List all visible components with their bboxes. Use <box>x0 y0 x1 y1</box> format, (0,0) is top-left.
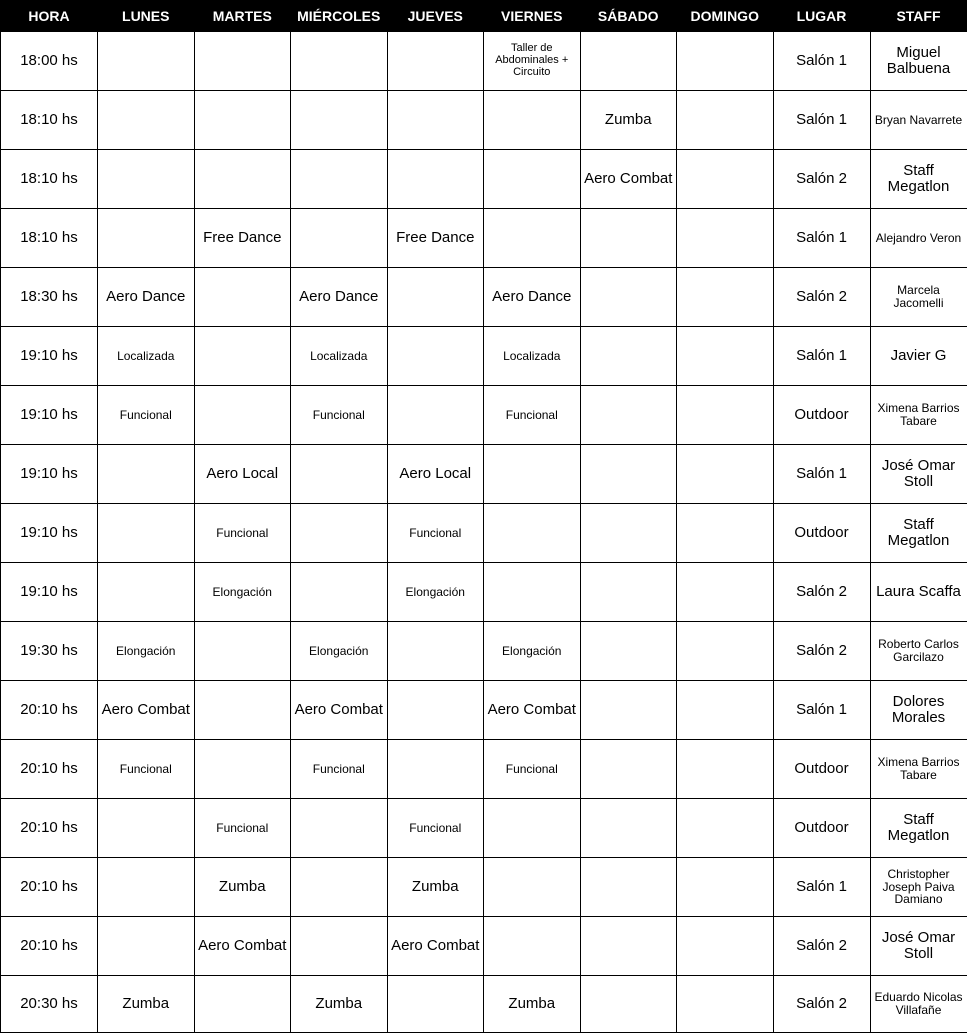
cell-hora: 20:10 hs <box>1 740 98 799</box>
cell-domingo <box>677 799 774 858</box>
table-row <box>1 563 967 622</box>
cell-miercoles <box>291 504 388 563</box>
cell-staff: José Omar Stoll <box>870 917 967 976</box>
cell-viernes: Taller de Abdominales + Circuito <box>484 32 581 91</box>
cell-lunes <box>98 563 195 622</box>
cell-hora: 19:10 hs <box>1 445 98 504</box>
cell-miercoles: Localizada <box>291 327 388 386</box>
cell-domingo <box>677 268 774 327</box>
cell-jueves: Funcional <box>387 504 484 563</box>
cell-domingo <box>677 445 774 504</box>
header-lunes: LUNES <box>98 1 195 32</box>
cell-lugar: Salón 1 <box>773 32 870 91</box>
cell-viernes <box>484 799 581 858</box>
cell-miercoles <box>291 209 388 268</box>
table-row <box>1 740 967 799</box>
cell-sabado <box>580 386 677 445</box>
cell-lunes <box>98 858 195 917</box>
header-lugar: LUGAR <box>773 1 870 32</box>
cell-jueves <box>387 740 484 799</box>
cell-staff: Alejandro Veron <box>870 209 967 268</box>
table-row <box>1 858 967 917</box>
cell-staff: José Omar Stoll <box>870 445 967 504</box>
cell-domingo <box>677 976 774 1033</box>
cell-miercoles <box>291 917 388 976</box>
cell-jueves <box>387 622 484 681</box>
cell-sabado <box>580 740 677 799</box>
cell-hora: 18:10 hs <box>1 209 98 268</box>
cell-miercoles <box>291 858 388 917</box>
cell-lunes: Zumba <box>98 976 195 1033</box>
cell-miercoles: Funcional <box>291 740 388 799</box>
cell-lugar: Salón 1 <box>773 858 870 917</box>
cell-martes: Zumba <box>194 858 291 917</box>
cell-jueves <box>387 32 484 91</box>
cell-hora: 20:10 hs <box>1 799 98 858</box>
cell-lugar: Salón 2 <box>773 622 870 681</box>
cell-staff: Marcela Jacomelli <box>870 268 967 327</box>
cell-staff: Eduardo Nicolas Villafañe <box>870 976 967 1033</box>
header-staff: STAFF <box>870 1 967 32</box>
cell-domingo <box>677 504 774 563</box>
cell-lunes: Aero Combat <box>98 681 195 740</box>
cell-sabado <box>580 799 677 858</box>
cell-lunes: Elongación <box>98 622 195 681</box>
table-row <box>1 209 967 268</box>
cell-jueves: Free Dance <box>387 209 484 268</box>
cell-sabado: Aero Combat <box>580 150 677 209</box>
table-row <box>1 268 967 327</box>
cell-domingo <box>677 681 774 740</box>
cell-martes <box>194 386 291 445</box>
cell-domingo <box>677 563 774 622</box>
cell-jueves <box>387 150 484 209</box>
cell-staff: Christopher Joseph Paiva Damiano <box>870 858 967 917</box>
cell-jueves <box>387 386 484 445</box>
cell-staff: Staff Megatlon <box>870 504 967 563</box>
cell-martes: Elongación <box>194 563 291 622</box>
cell-viernes: Aero Combat <box>484 681 581 740</box>
table-row <box>1 799 967 858</box>
cell-sabado <box>580 445 677 504</box>
cell-hora: 19:10 hs <box>1 386 98 445</box>
cell-sabado <box>580 268 677 327</box>
cell-jueves <box>387 976 484 1033</box>
cell-viernes <box>484 858 581 917</box>
cell-sabado: Zumba <box>580 91 677 150</box>
cell-martes: Aero Combat <box>194 917 291 976</box>
cell-domingo <box>677 622 774 681</box>
cell-jueves: Funcional <box>387 799 484 858</box>
cell-lugar: Salón 1 <box>773 445 870 504</box>
cell-miercoles: Aero Combat <box>291 681 388 740</box>
cell-lunes <box>98 91 195 150</box>
table-row <box>1 150 967 209</box>
cell-viernes <box>484 150 581 209</box>
cell-domingo <box>677 386 774 445</box>
cell-lunes <box>98 504 195 563</box>
cell-staff: Ximena Barrios Tabare <box>870 740 967 799</box>
cell-viernes <box>484 504 581 563</box>
cell-lunes: Funcional <box>98 386 195 445</box>
cell-martes: Free Dance <box>194 209 291 268</box>
cell-hora: 18:10 hs <box>1 91 98 150</box>
cell-lunes <box>98 799 195 858</box>
cell-lugar: Salón 2 <box>773 563 870 622</box>
cell-viernes <box>484 917 581 976</box>
header-sabado: SÁBADO <box>580 1 677 32</box>
cell-staff: Bryan Navarrete <box>870 91 967 150</box>
cell-domingo <box>677 858 774 917</box>
cell-miercoles <box>291 445 388 504</box>
cell-lugar: Outdoor <box>773 740 870 799</box>
cell-lugar: Salón 2 <box>773 150 870 209</box>
cell-lunes <box>98 209 195 268</box>
header-viernes: VIERNES <box>484 1 581 32</box>
cell-martes <box>194 150 291 209</box>
cell-domingo <box>677 91 774 150</box>
table-row <box>1 504 967 563</box>
cell-lugar: Salón 2 <box>773 976 870 1033</box>
cell-jueves: Aero Local <box>387 445 484 504</box>
header-jueves: JUEVES <box>387 1 484 32</box>
cell-sabado <box>580 504 677 563</box>
cell-sabado <box>580 209 677 268</box>
cell-sabado <box>580 858 677 917</box>
table-row <box>1 91 967 150</box>
cell-sabado <box>580 681 677 740</box>
cell-martes <box>194 976 291 1033</box>
cell-miercoles: Funcional <box>291 386 388 445</box>
cell-lugar: Outdoor <box>773 386 870 445</box>
cell-sabado <box>580 32 677 91</box>
cell-staff: Dolores Morales <box>870 681 967 740</box>
cell-martes <box>194 622 291 681</box>
cell-miercoles <box>291 563 388 622</box>
cell-lugar: Outdoor <box>773 799 870 858</box>
cell-jueves <box>387 327 484 386</box>
cell-martes: Aero Local <box>194 445 291 504</box>
table-row <box>1 976 967 1033</box>
cell-miercoles: Elongación <box>291 622 388 681</box>
cell-martes <box>194 268 291 327</box>
table-body <box>1 32 967 1033</box>
cell-lunes: Funcional <box>98 740 195 799</box>
cell-hora: 20:30 hs <box>1 976 98 1033</box>
cell-staff: Roberto Carlos Garcilazo <box>870 622 967 681</box>
cell-martes <box>194 91 291 150</box>
cell-viernes <box>484 209 581 268</box>
cell-martes <box>194 681 291 740</box>
cell-lunes <box>98 917 195 976</box>
cell-staff: Staff Megatlon <box>870 150 967 209</box>
cell-staff: Laura Scaffa <box>870 563 967 622</box>
cell-lugar: Salón 1 <box>773 91 870 150</box>
cell-hora: 19:10 hs <box>1 563 98 622</box>
cell-staff: Ximena Barrios Tabare <box>870 386 967 445</box>
cell-viernes: Funcional <box>484 740 581 799</box>
cell-miercoles: Zumba <box>291 976 388 1033</box>
cell-domingo <box>677 209 774 268</box>
cell-lunes: Aero Dance <box>98 268 195 327</box>
cell-viernes: Aero Dance <box>484 268 581 327</box>
cell-jueves: Elongación <box>387 563 484 622</box>
cell-jueves <box>387 268 484 327</box>
cell-lugar: Salón 2 <box>773 268 870 327</box>
cell-hora: 20:10 hs <box>1 858 98 917</box>
cell-hora: 18:30 hs <box>1 268 98 327</box>
cell-hora: 19:10 hs <box>1 504 98 563</box>
cell-jueves: Aero Combat <box>387 917 484 976</box>
cell-staff: Javier G <box>870 327 967 386</box>
cell-miercoles <box>291 91 388 150</box>
table-row <box>1 622 967 681</box>
table-row <box>1 917 967 976</box>
cell-domingo <box>677 740 774 799</box>
cell-miercoles <box>291 799 388 858</box>
cell-miercoles <box>291 150 388 209</box>
cell-sabado <box>580 622 677 681</box>
header-miercoles: MIÉRCOLES <box>291 1 388 32</box>
cell-viernes: Elongación <box>484 622 581 681</box>
cell-miercoles <box>291 32 388 91</box>
cell-hora: 18:00 hs <box>1 32 98 91</box>
table-row <box>1 681 967 740</box>
cell-domingo <box>677 917 774 976</box>
cell-staff: Miguel Balbuena <box>870 32 967 91</box>
cell-viernes <box>484 91 581 150</box>
cell-hora: 20:10 hs <box>1 917 98 976</box>
cell-martes: Funcional <box>194 799 291 858</box>
cell-lunes <box>98 445 195 504</box>
table-row <box>1 32 967 91</box>
cell-hora: 18:10 hs <box>1 150 98 209</box>
header-domingo: DOMINGO <box>677 1 774 32</box>
cell-lugar: Salón 1 <box>773 681 870 740</box>
cell-lugar: Salón 1 <box>773 327 870 386</box>
header-martes: MARTES <box>194 1 291 32</box>
header-hora: HORA <box>1 1 98 32</box>
cell-lunes <box>98 150 195 209</box>
table-row <box>1 386 967 445</box>
cell-viernes <box>484 445 581 504</box>
cell-domingo <box>677 150 774 209</box>
cell-jueves: Zumba <box>387 858 484 917</box>
cell-lugar: Outdoor <box>773 504 870 563</box>
cell-martes <box>194 32 291 91</box>
cell-hora: 19:10 hs <box>1 327 98 386</box>
cell-sabado <box>580 976 677 1033</box>
cell-viernes: Localizada <box>484 327 581 386</box>
cell-lunes <box>98 32 195 91</box>
cell-viernes: Funcional <box>484 386 581 445</box>
cell-domingo <box>677 327 774 386</box>
cell-sabado <box>580 917 677 976</box>
table-row <box>1 445 967 504</box>
cell-viernes <box>484 563 581 622</box>
cell-lugar: Salón 2 <box>773 917 870 976</box>
cell-martes <box>194 740 291 799</box>
table-row <box>1 327 967 386</box>
cell-hora: 19:30 hs <box>1 622 98 681</box>
cell-martes <box>194 327 291 386</box>
cell-domingo <box>677 32 774 91</box>
cell-jueves <box>387 91 484 150</box>
cell-sabado <box>580 563 677 622</box>
cell-jueves <box>387 681 484 740</box>
cell-hora: 20:10 hs <box>1 681 98 740</box>
cell-miercoles: Aero Dance <box>291 268 388 327</box>
cell-sabado <box>580 327 677 386</box>
cell-lugar: Salón 1 <box>773 209 870 268</box>
cell-viernes: Zumba <box>484 976 581 1033</box>
cell-lunes: Localizada <box>98 327 195 386</box>
table-header <box>1 1 967 32</box>
cell-staff: Staff Megatlon <box>870 799 967 858</box>
cell-martes: Funcional <box>194 504 291 563</box>
header-row <box>1 1 967 32</box>
